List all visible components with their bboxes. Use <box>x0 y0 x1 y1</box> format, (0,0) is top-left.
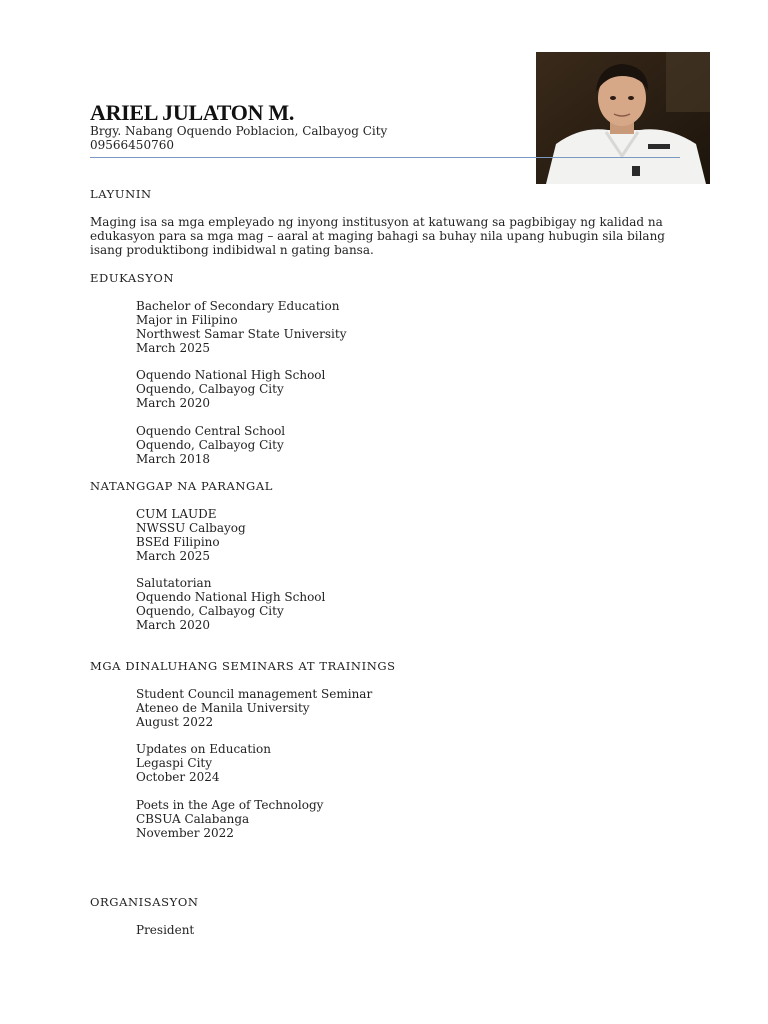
entry-line: Oquendo, Calbayog City <box>136 438 284 452</box>
entry-line: Major in Filipino <box>136 313 238 327</box>
organization-entry <box>136 923 194 937</box>
profile-photo <box>536 52 710 184</box>
award-entry <box>136 507 246 563</box>
section-heading-layunin: LAYUNIN <box>90 187 152 201</box>
entry-line: March 2025 <box>136 341 210 355</box>
entry-line: President <box>136 923 195 937</box>
entry-line: Oquendo Central School <box>136 424 286 438</box>
entry-line: Oquendo, Calbayog City <box>136 604 284 618</box>
entry-line: Northwest Samar State University <box>136 327 347 341</box>
address: Brgy. Nabang Oquendo Poblacion, Calbayog City <box>90 124 388 138</box>
award-entry <box>136 576 325 632</box>
education-entry <box>136 299 346 355</box>
entry-line: Poets in the Age of Technology <box>136 798 324 812</box>
entry-line: March 2020 <box>136 396 210 410</box>
entry-line: October 2024 <box>136 770 220 784</box>
entry-line: Legaspi City <box>136 756 213 770</box>
entry-line: Oquendo, Calbayog City <box>136 382 284 396</box>
entry-line: NWSSU Calbayog <box>136 521 246 535</box>
section-heading-seminars: MGA DINALUHANG SEMINARS AT TRAININGS <box>90 659 396 673</box>
entry-line: March 2025 <box>136 549 210 563</box>
entry-line: March 2018 <box>136 452 210 466</box>
entry-line: Salutatorian <box>136 576 212 590</box>
entry-line: CBSUA Calabanga <box>136 812 250 826</box>
applicant-name: ARIEL JULATON M. <box>90 100 295 125</box>
entry-line: November 2022 <box>136 826 234 840</box>
section-heading-organisasyon: ORGANISASYON <box>90 895 199 909</box>
education-entry <box>136 424 285 466</box>
entry-line: Oquendo National High School <box>136 590 326 604</box>
section-heading-parangal: NATANGGAP NA PARANGAL <box>90 479 273 493</box>
entry-line: BSEd Filipino <box>136 535 220 549</box>
portrait-illustration <box>536 52 710 184</box>
seminar-entry <box>136 798 323 840</box>
entry-line: CUM LAUDE <box>136 507 217 521</box>
seminar-entry <box>136 687 372 729</box>
header-divider <box>90 157 680 158</box>
education-entry <box>136 368 325 410</box>
entry-line: Updates on Education <box>136 742 271 756</box>
entry-line: Ateneo de Manila University <box>136 701 310 715</box>
seminar-entry <box>136 742 271 784</box>
entry-line: Oquendo National High School <box>136 368 326 382</box>
phone-number: 09566450760 <box>90 138 174 152</box>
objective-text: Maging isa sa mga empleyado ng inyong institusyon at katuwang sa pagbibigay ng kalidad na edukasyon para sa mga mag – aaral at maging bahagi sa buhay nila upang hubugin sila bilang isang produktibong indibidwal n gating bansa. <box>90 215 665 257</box>
entry-line: August 2022 <box>136 715 214 729</box>
entry-line: March 2020 <box>136 618 210 632</box>
entry-line: Student Council management Seminar <box>136 687 373 701</box>
entry-line: Bachelor of Secondary Education <box>136 299 340 313</box>
section-heading-edukasyon: EDUKASYON <box>90 271 175 285</box>
